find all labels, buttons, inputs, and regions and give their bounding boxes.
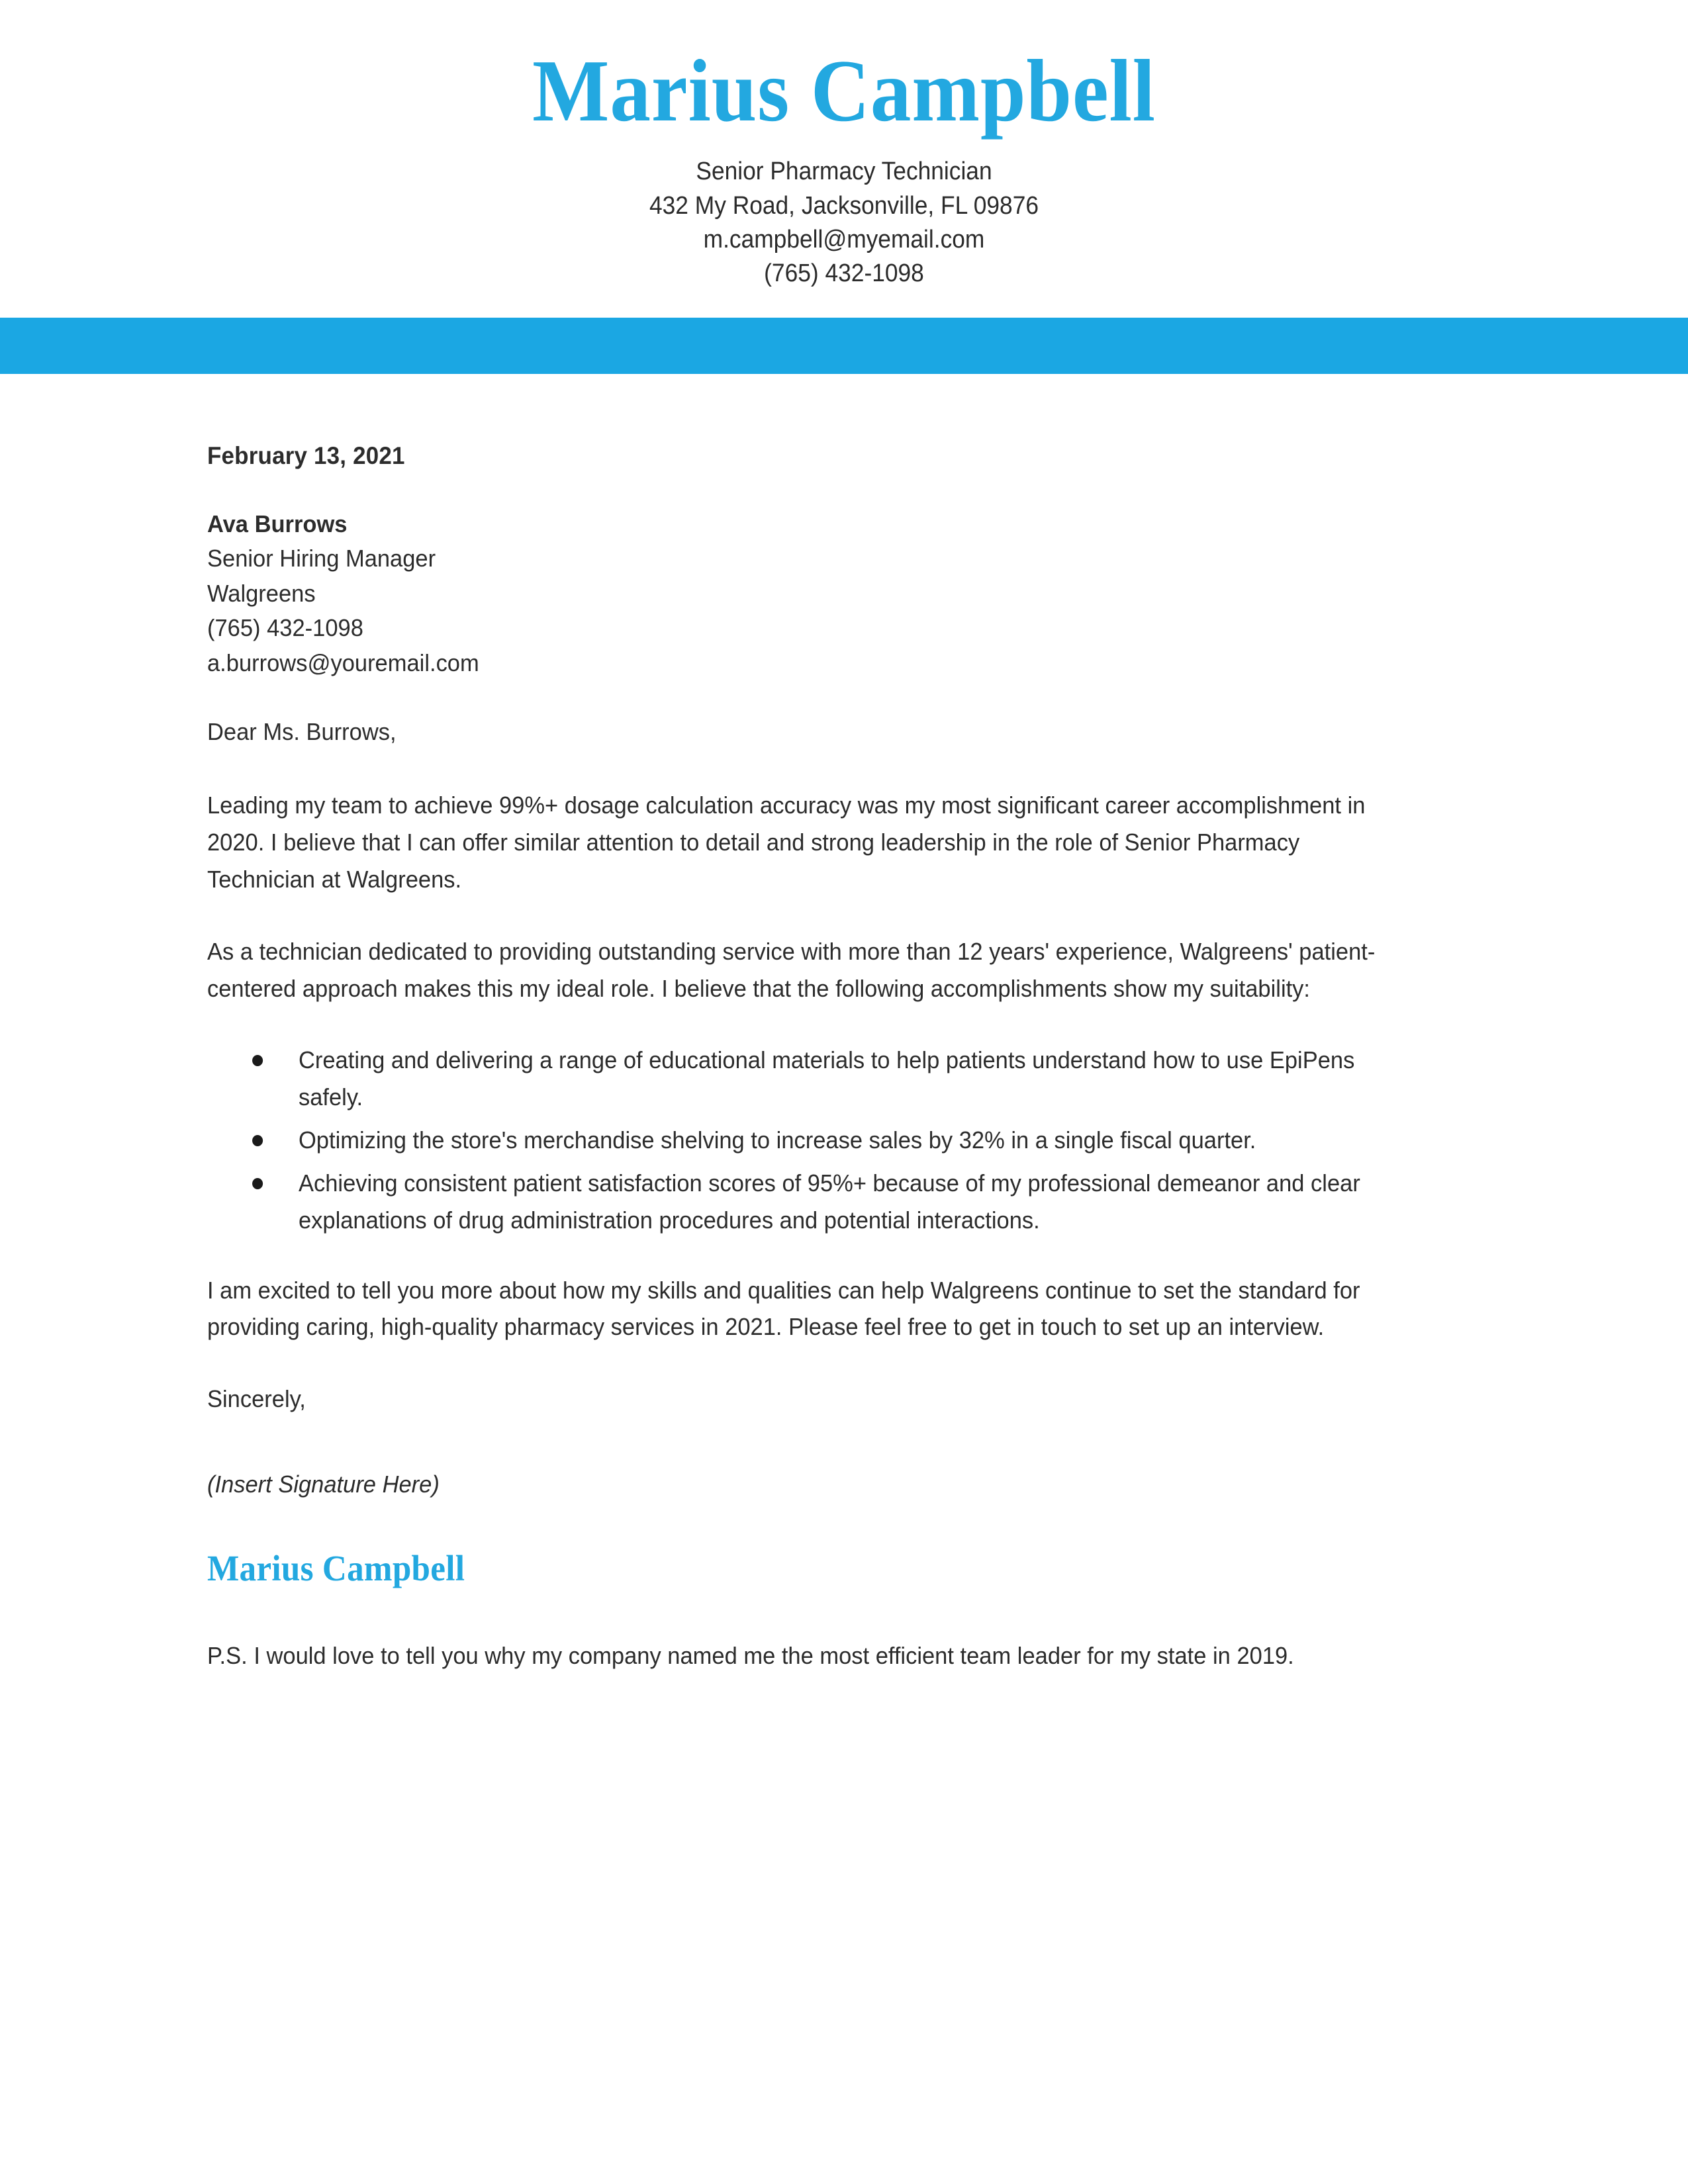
bullet-dot-icon <box>252 1178 263 1189</box>
candidate-name: Marius Campbell <box>532 42 1156 140</box>
list-item <box>232 1042 1382 1116</box>
postscript: P.S. I would love to tell you why my company named me the most efficient team leader for my state in 2019. <box>207 1642 1294 1670</box>
candidate-job-title: Senior Pharmacy Technician <box>696 158 992 186</box>
list-item-text: Creating and delivering a range of educational materials to help patients understand how to use EpiPens safely. <box>298 1046 1355 1111</box>
candidate-phone: (765) 432-1098 <box>764 259 924 288</box>
body-paragraph-1: Leading my team to achieve 99%+ dosage calculation accuracy was my most significant career accomplishment in 2020. I believe that I can offer similar attention to detail and strong leadership in the role of Senior Pharmacy Technician at Walgreens. <box>207 792 1366 893</box>
list-item <box>232 1165 1382 1239</box>
candidate-email: m.campbell@myemail.com <box>703 226 985 253</box>
bullet-dot-icon <box>252 1135 263 1146</box>
accomplishments-list <box>207 1042 1382 1238</box>
accent-divider-bar <box>0 318 1688 374</box>
recipient-email: a.burrows@youremail.com <box>207 649 479 676</box>
letter-header <box>0 0 1688 291</box>
letter-date: February 13, 2021 <box>207 441 405 469</box>
list-item <box>232 1122 1382 1159</box>
recipient-block <box>207 507 1382 681</box>
recipient-title: Senior Hiring Manager <box>207 545 436 572</box>
signature-placeholder: (Insert Signature Here) <box>207 1471 440 1498</box>
list-item-text: Achieving consistent patient satisfaction scores of 95%+ because of my professional demeanor and clear explanations of drug administration procedures and potential interactions. <box>298 1169 1360 1234</box>
closing-paragraph: I am excited to tell you more about how my skills and qualities can help Walgreens continue to set the standard for providing caring, high-quality pharmacy services in 2021. Please feel free to get in touch to set up an interview. <box>207 1276 1360 1341</box>
body-paragraph-2: As a technician dedicated to providing outstanding service with more than 12 years' experience, Walgreens' patient-centered approach makes this my ideal role. I believe that the following accomplishments show my suitability: <box>207 937 1376 1002</box>
header-contact-block <box>59 155 1629 291</box>
list-item-text: Optimizing the store's merchandise shelving to increase sales by 32% in a single fiscal quarter. <box>298 1126 1256 1154</box>
letter-body <box>0 374 1688 1674</box>
bullet-dot-icon <box>252 1055 263 1066</box>
recipient-name: Ava Burrows <box>207 510 348 537</box>
salutation: Dear Ms. Burrows, <box>207 718 397 746</box>
signature-name: Marius Campbell <box>207 1547 465 1588</box>
recipient-phone: (765) 432-1098 <box>207 614 363 642</box>
candidate-address: 432 My Road, Jacksonville, FL 09876 <box>649 191 1039 220</box>
recipient-company: Walgreens <box>207 579 316 607</box>
sign-off: Sincerely, <box>207 1385 306 1413</box>
